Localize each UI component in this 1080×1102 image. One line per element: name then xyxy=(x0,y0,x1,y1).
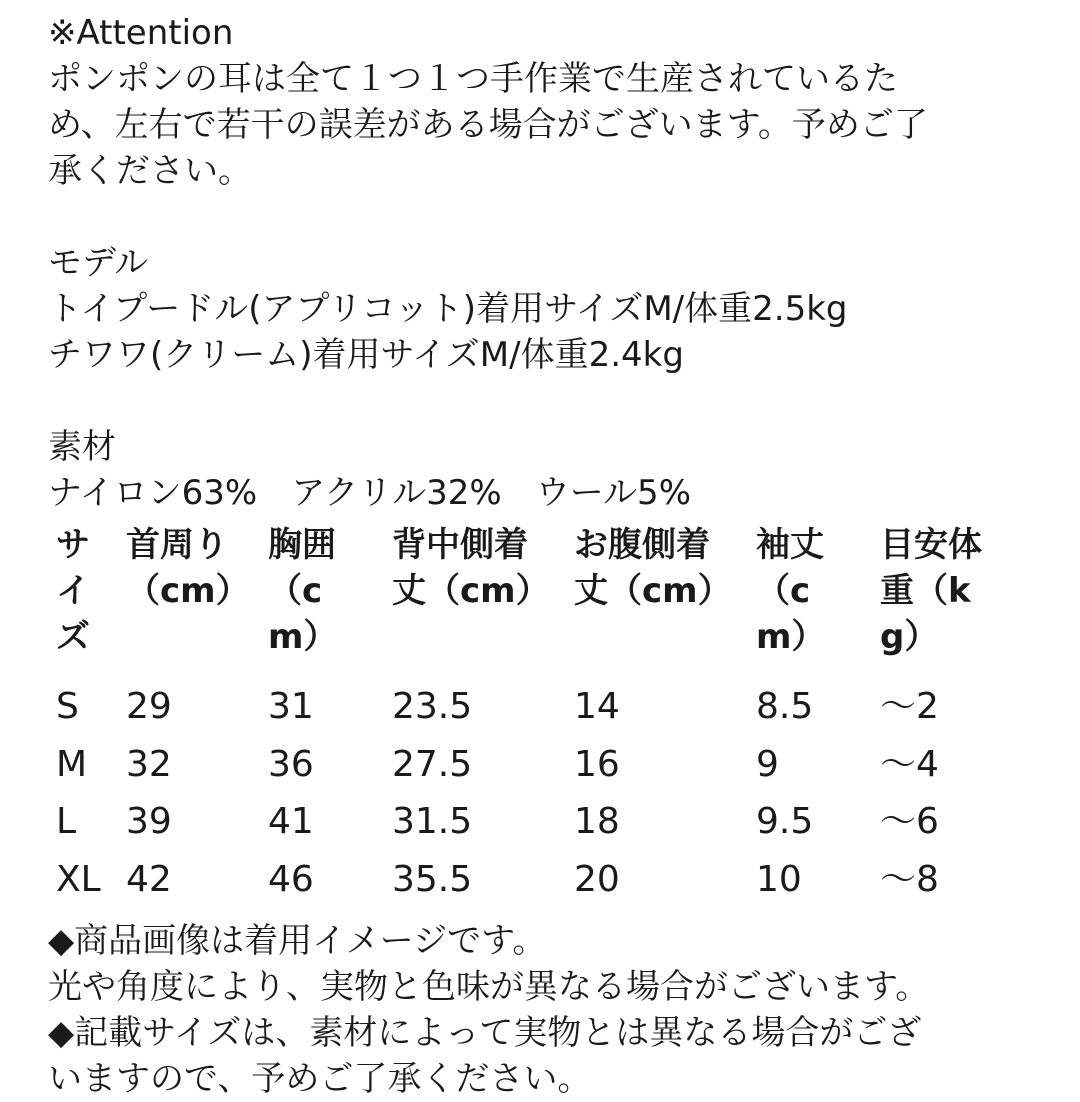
size-table-header xyxy=(56,522,1016,672)
cell-chest: 36 xyxy=(268,743,314,785)
cell-sleeve: 10 xyxy=(756,858,802,900)
cell-neck: 32 xyxy=(126,743,172,785)
table-row xyxy=(56,684,1016,742)
table-row xyxy=(56,857,1016,915)
cell-neck: 39 xyxy=(126,801,172,842)
cell-chest: 46 xyxy=(268,858,314,900)
cell-back-length: 23.5 xyxy=(392,686,473,727)
description-text xyxy=(48,10,1058,516)
cell-belly-length: 14 xyxy=(574,686,620,727)
cell-belly-length: 20 xyxy=(574,858,620,900)
material-heading: 素材 xyxy=(48,427,116,467)
cell-back-length: 31.5 xyxy=(392,801,473,842)
attention-line-2: め、左右で若干の誤差がある場合がございます。予めご了 xyxy=(48,105,928,145)
spacer xyxy=(48,378,1058,424)
cell-belly-length: 16 xyxy=(574,743,620,785)
model-line-2: チワワ(クリーム)着用サイズM/体重2.4kg xyxy=(48,335,684,375)
header-sleeve: 袖丈（cm） xyxy=(756,525,826,657)
table-row xyxy=(56,799,1016,857)
cell-neck: 42 xyxy=(126,858,172,900)
cell-chest: 41 xyxy=(268,801,314,842)
cell-back-length: 27.5 xyxy=(392,743,473,785)
material-composition: ナイロン63% アクリル32% ウール5% xyxy=(48,473,691,513)
header-chest: 胸囲（cm） xyxy=(268,525,338,657)
size-table xyxy=(56,522,1016,900)
notes-section xyxy=(48,918,1058,1102)
spacer xyxy=(48,194,1058,240)
cell-weight: ～6 xyxy=(880,801,939,842)
note-line-2: 光や角度により、実物と色味が異なる場合がございます。 xyxy=(48,967,930,1007)
cell-weight: ～4 xyxy=(880,743,939,785)
model-line-1: トイプードル(アプリコット)着用サイズM/体重2.5kg xyxy=(48,289,848,329)
note-line-1: ◆商品画像は着用イメージです。 xyxy=(48,921,547,961)
cell-sleeve: 9.5 xyxy=(756,801,814,842)
header-belly-length: お腹側着丈（cm） xyxy=(574,525,732,611)
header-neck: 首周り（cm） xyxy=(126,525,250,611)
note-line-3: ◆記載サイズは、素材によって実物とは異なる場合がござ xyxy=(48,1013,922,1053)
attention-line-1: ポンポンの耳は全て１つ１つ手作業で生産されているた xyxy=(48,59,898,99)
cell-chest: 31 xyxy=(268,686,314,727)
cell-weight: ～2 xyxy=(880,686,939,727)
model-heading: モデル xyxy=(48,243,149,283)
table-row xyxy=(56,742,1016,800)
cell-weight: ～8 xyxy=(880,858,939,900)
size-table-body xyxy=(56,684,1016,914)
header-weight: 目安体重（kg） xyxy=(880,525,982,657)
cell-neck: 29 xyxy=(126,686,172,727)
cell-belly-length: 18 xyxy=(574,801,620,842)
cell-size: L xyxy=(56,801,77,842)
header-size: サイズ xyxy=(56,525,90,657)
header-back-length: 背中側着丈（cm） xyxy=(392,525,550,611)
cell-sleeve: 8.5 xyxy=(756,686,814,727)
note-line-4: いますので、予めご了承ください。 xyxy=(48,1059,592,1099)
attention-line-3: 承ください。 xyxy=(48,151,252,191)
cell-size: XL xyxy=(56,858,101,900)
attention-heading: ※Attention xyxy=(48,13,234,53)
cell-size: M xyxy=(56,743,88,785)
cell-back-length: 35.5 xyxy=(392,858,473,900)
cell-sleeve: 9 xyxy=(756,743,779,785)
cell-size: S xyxy=(56,686,79,727)
